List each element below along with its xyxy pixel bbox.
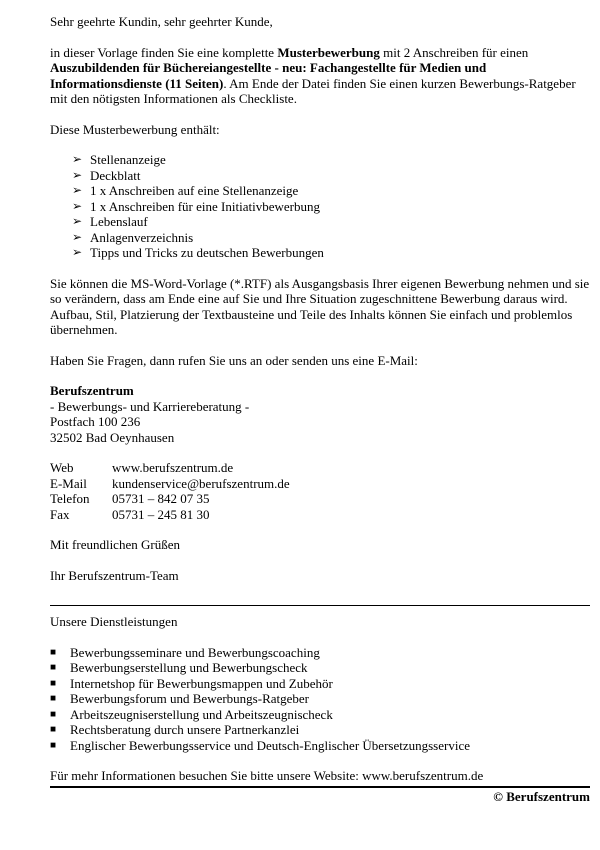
list-item: ■ Internetshop für Bewerbungsmappen und Zubehör [50,675,333,691]
email-link[interactable]: kundenservice@berufszentrum.de [112,475,290,491]
contact-label: Fax [50,506,70,522]
po-box: Postfach 100 236 [50,414,141,429]
list-item: ➢ Anlagenverzeichnis [72,229,194,245]
intro-text-2: mit 2 Anschreiben für einen [379,44,529,60]
usage-paragraph: Sie können die MS-Word-Vorlage (*.RTF) als Ausgangsbasis Ihrer eigenen Bewerbung nehmen und sie so verändern, dass am Ende eine auf Sie und Ihre Situation zugeschnittene Bewerbung daraus wird. Aufbau, Stil, Platzierung der Textbausteine und Teile des Inhalts können Sie einfach und problemlos übernehmen. [50,275,590,337]
phone-number: 05731 – 842 07 35 [112,491,210,506]
square-bullet-icon: ■ [50,693,57,704]
company-tagline: - Bewerbungs- und Karriereberatung - [50,398,250,414]
contact-row-phone [50,491,590,507]
contents-list [50,152,590,261]
arrow-bullet-icon: ➢ [72,183,83,197]
intro-text-1: in dieser Vorlage finden Sie eine komplette [50,44,278,60]
arrow-bullet-icon: ➢ [72,167,83,182]
contact-row-email [50,476,590,492]
contact-block [50,460,590,522]
document-page [50,14,590,804]
services-list [50,645,590,754]
square-bullet-icon: ■ [50,708,57,720]
questions-paragraph: Haben Sie Fragen, dann rufen Sie uns an oder senden uns eine E-Mail: [50,352,418,368]
contact-row-fax [50,507,590,523]
list-item: ■ Rechtsberatung durch unsere Partnerkanzlei [50,722,300,737]
fax-number: 05731 – 245 81 30 [112,506,210,522]
list-item: ➢ Deckblatt [72,167,141,183]
contents-heading: Diese Musterbewerbung enthält: [50,121,220,137]
greeting: Sehr geehrte Kundin, sehr geehrter Kunde, [50,14,273,29]
arrow-bullet-icon: ➢ [72,198,83,213]
intro-bold-2: Auszubildenden für Büchereiangestellte - neu: Fachangestellte für Medien und Informationsdienste (11 Seiten) [50,60,487,91]
arrow-bullet-icon: ➢ [72,214,83,228]
intro-text-3: . Am Ende der Datei finden Sie einen kurzen Bewerbungs-Ratgeber mit den nötigsten Informationen als Checkliste. [50,75,576,106]
intro-paragraph [50,45,590,107]
square-bullet-icon: ■ [50,724,57,735]
city: 32502 Bad Oeynhausen [50,429,175,445]
services-heading: Unsere Dienstleistungen [50,614,178,629]
square-bullet-icon: ■ [50,677,57,689]
list-item: ➢ 1 x Anschreiben auf eine Stellenanzeige [72,183,299,198]
contact-label: Telefon [50,491,90,506]
closing: Mit freundlichen Grüßen [50,537,180,552]
square-bullet-icon: ■ [50,646,57,658]
company-name: Berufszentrum [50,383,134,398]
square-bullet-icon: ■ [50,739,57,751]
list-item: ■ Bewerbungsforum und Bewerbungs-Ratgeber [50,691,309,706]
divider [50,605,590,614]
list-item: ■ Bewerbungsseminare und Bewerbungscoaching [50,644,320,660]
copyright: © Berufszentrum [493,788,590,804]
contact-label: Web [50,460,74,475]
signature: Ihr Berufszentrum-Team [50,567,179,583]
intro-bold-1: Musterbewerbung [277,44,380,60]
list-item: ➢ Tipps und Tricks zu deutschen Bewerbungen [72,245,324,260]
arrow-bullet-icon: ➢ [72,152,83,166]
list-item: ■ Bewerbungserstellung und Bewerbungscheck [50,660,308,675]
list-item: ■ Englischer Bewerbungsservice und Deutsch-Englischer Übersetzungsservice [50,737,470,753]
list-item: ■ Arbeitszeugniserstellung und Arbeitszeugnischeck [50,706,333,722]
square-bullet-icon: ■ [50,662,57,673]
website-link[interactable]: www.berufszentrum.de [112,460,234,475]
address-block [50,383,590,445]
arrow-bullet-icon: ➢ [72,229,83,244]
contact-label: E-Mail [50,475,87,491]
list-item: ➢ Lebenslauf [72,214,148,229]
list-item: ➢ 1 x Anschreiben für eine Initiativbewerbung [72,198,320,214]
contact-row-web [50,460,590,476]
list-item: ➢ Stellenanzeige [72,152,166,167]
footer-info: Für mehr Informationen besuchen Sie bitte unsere Website: www.berufszentrum.de [50,768,590,788]
arrow-bullet-icon: ➢ [72,245,83,259]
